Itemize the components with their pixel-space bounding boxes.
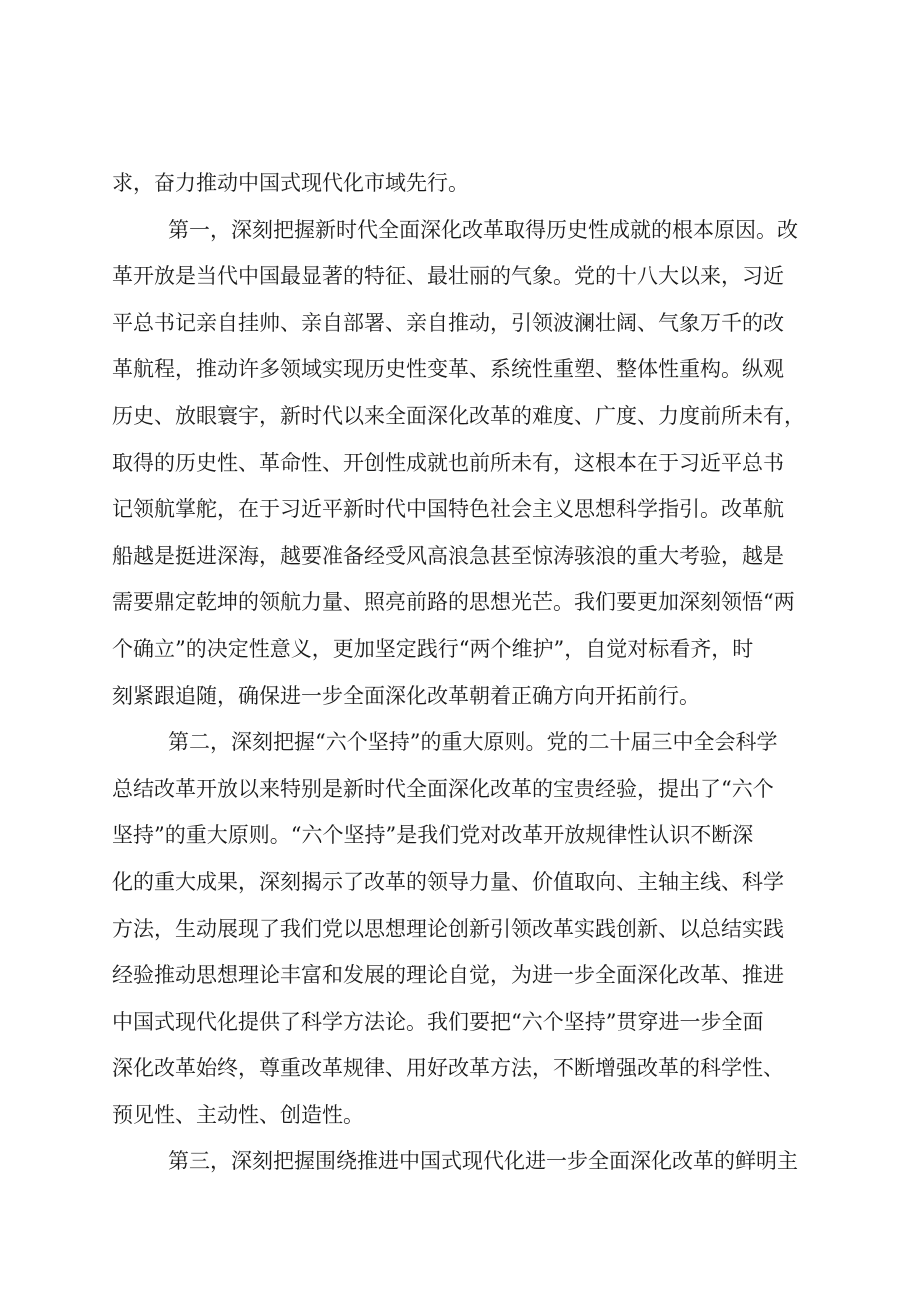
text-line: 记领航掌舵，在于习近平新时代中国特色社会主义思想科学指引。改革航 — [112, 497, 784, 522]
document-body — [112, 160, 814, 1185]
text-line: 需要鼎定乾坤的领航力量、照亮前路的思想光芒。我们要更加深刻领悟“两 — [112, 590, 795, 615]
text-line: 中国式现代化提供了科学方法论。我们要把“六个坚持”贯穿进一步全面 — [112, 1009, 764, 1034]
paragraph-first-line: 第二，深刻把握“六个坚持”的重大原则。党的二十届三中全会科学 — [168, 730, 778, 755]
text-line: 化的重大成果，深刻揭示了改革的领导力量、价值取向、主轴主线、科学 — [112, 869, 784, 894]
text-line: 革开放是当代中国最显著的特征、最壮丽的气象。党的十八大以来，习近 — [112, 264, 784, 289]
paragraph-first-line: 第三，深刻把握围绕推进中国式现代化进一步全面深化改革的鲜明主 — [168, 1149, 798, 1174]
text-line: 经验推动思想理论丰富和发展的理论自觉，为进一步全面深化改革、推进 — [112, 963, 784, 988]
text-line: 深化改革始终，尊重改革规律、用好改革方法，不断增强改革的科学性、 — [112, 1056, 784, 1081]
text-line: 预见性、主动性、创造性。 — [112, 1102, 364, 1127]
text-line: 刻紧跟追随，确保进一步全面深化改革朝着正确方向开拓前行。 — [112, 683, 700, 708]
text-line: 革航程，推动许多领域实现历史性变革、系统性重塑、整体性重构。纵观 — [112, 357, 784, 382]
text-line: 船越是挺进深海，越要准备经受风高浪急甚至惊涛骇浪的重大考验，越是 — [112, 543, 784, 568]
paragraph-first-line: 第一，深刻把握新时代全面深化改革取得历史性成就的根本原因。改 — [168, 217, 798, 242]
text-line: 求，奋力推动中国式现代化市域先行。 — [112, 171, 469, 195]
text-line: 方法，生动展现了我们党以思想理论创新引领改革实践创新、以总结实践 — [112, 916, 784, 941]
text-line: 个确立”的决定性意义，更加坚定践行“两个维护”，自觉对标看齐，时 — [112, 636, 754, 661]
text-line: 坚持”的重大原则。“六个坚持”是我们党对改革开放规律性认识不断深 — [112, 823, 754, 848]
text-line: 平总书记亲自挂帅、亲自部署、亲自推动，引领波澜壮阔、气象万千的改 — [112, 310, 784, 335]
text-line: 历史、放眼寰宇，新时代以来全面深化改革的难度、广度、力度前所未有， — [112, 403, 805, 428]
text-line: 总结改革开放以来特别是新时代全面深化改革的宝贵经验，提出了“六个 — [112, 776, 774, 801]
text-line: 取得的历史性、革命性、开创性成就也前所未有，这根本在于习近平总书 — [112, 450, 784, 475]
